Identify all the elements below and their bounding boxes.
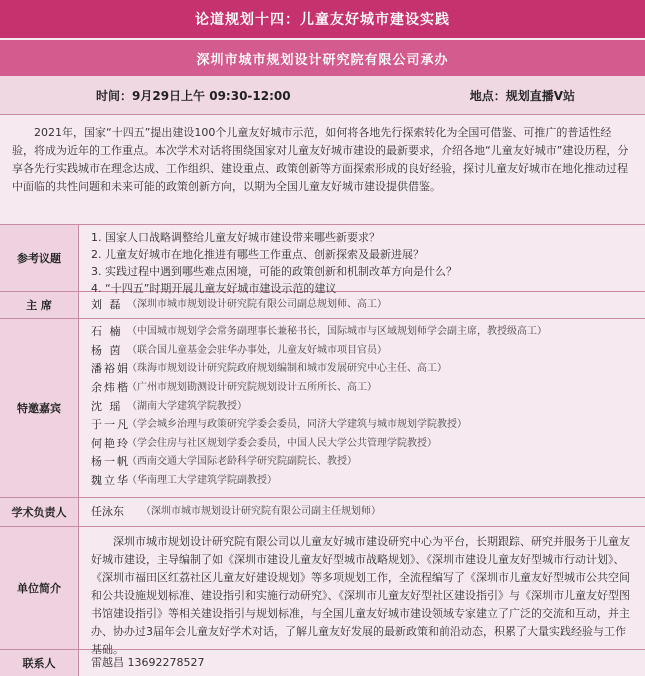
guest-desc: （广州市规划勘测设计研究院规划设计五所所长、高工） bbox=[127, 382, 377, 394]
host-label: 主 席 bbox=[0, 292, 79, 318]
topic-item: 3. 实践过程中遇到哪些难点困境，可能的政策创新和机制改革方向是什么？ bbox=[91, 265, 457, 278]
event-time: 时间：9月29日上午 09:30-12:00 bbox=[96, 88, 291, 103]
guest-name: 余炜楷 bbox=[91, 381, 130, 395]
topic-item: 4. “十四五”时期开展儿童友好城市建设示范的建议 bbox=[91, 282, 337, 295]
guest-entry bbox=[91, 342, 635, 361]
guest-entry bbox=[91, 435, 635, 454]
guest-desc: （学会住房与社区规划学委会委员，中国人民大学公共管理学院教授） bbox=[127, 437, 437, 449]
topics-label: 参考议题 bbox=[0, 225, 79, 291]
academic-row bbox=[0, 498, 645, 527]
topic-item: 2. 儿童友好城市在地化推进有哪些工作重点、创新探索及最新进展？ bbox=[91, 248, 424, 261]
guest-desc: （联合国儿童基金会驻华办事处，儿童友好城市项目官员） bbox=[127, 344, 387, 356]
guest-entry bbox=[91, 472, 635, 491]
guest-name: 潘裕娟 bbox=[91, 362, 130, 376]
guest-entry bbox=[91, 360, 635, 379]
guest-entry bbox=[91, 323, 635, 342]
unit-description: 深圳市城市规划设计研究院有限公司以儿童友好城市建设研究中心为平台，长期跟踪、研究并服务于儿童友好城市建设，主导编制了如《深圳市建设儿童友好型城市战略规划》、《深圳市建设儿童友好型城市行动计划》、《深圳市福田区红荔社区儿童友好建设规划》等多项规划工作，全流程编写了《深圳市儿童友好型城市公共空间和公共设施规划标准、建设指引和实施行动研究》、《深圳市儿童友好型社区建设指引》与《深圳市儿童友好型图书馆建设指引》等相关建设指引与规划标准，与全国儿童友好城市建设领域专家建立了广泛的交流和互动，并主办、协办过3届年会儿童友好学术对话，了解儿童友好发展的最新政策和前沿动态，积累了大量实践经验与工作基础。 bbox=[91, 535, 630, 656]
unit-label: 单位简介 bbox=[0, 527, 79, 649]
topic-item: 1. 国家人口战略调整给儿童友好城市建设带来哪些新要求？ bbox=[91, 231, 380, 244]
guest-entry bbox=[91, 379, 635, 398]
academic-label: 学术负责人 bbox=[0, 498, 79, 526]
organizer-banner: 深圳市城市规划设计研究院有限公司承办 bbox=[0, 40, 645, 76]
guest-name: 于一凡 bbox=[91, 418, 130, 432]
guest-desc: （华南理工大学建筑学院副教授） bbox=[127, 475, 277, 487]
host-desc: （深圳市城市规划设计研究院有限公司副总规划师、高工） bbox=[127, 299, 387, 310]
guest-name: 杨 茵 bbox=[91, 343, 123, 357]
guest-name: 沈 瑶 bbox=[91, 399, 123, 413]
guest-desc: （西南交通大学国际老龄科学研究院副院长、教授） bbox=[127, 456, 357, 468]
guest-desc: （珠海市规划设计研究院政府规划编制和城市发展研究中心主任、高工） bbox=[127, 363, 447, 375]
guest-name: 石 楠 bbox=[91, 325, 123, 339]
topics-list bbox=[79, 225, 645, 295]
academic-entry bbox=[79, 498, 645, 526]
guest-name: 杨一帆 bbox=[91, 455, 130, 469]
contact-value: 雷越昌 13692278527 bbox=[91, 656, 205, 669]
guest-name: 何艳玲 bbox=[91, 436, 130, 450]
host-row bbox=[0, 292, 645, 319]
academic-name: 任泳东 bbox=[91, 505, 124, 518]
contact-row bbox=[0, 650, 645, 676]
guest-name: 魏立华 bbox=[91, 474, 130, 488]
topics-row bbox=[0, 225, 645, 295]
unit-row bbox=[0, 527, 645, 656]
info-bar bbox=[0, 76, 645, 115]
event-place: 地点：规划直播V站 bbox=[469, 88, 575, 103]
guests-label: 特邀嘉宾 bbox=[0, 319, 79, 497]
guests-row bbox=[0, 319, 645, 498]
host-entry bbox=[79, 292, 645, 318]
contact-label: 联系人 bbox=[0, 650, 79, 676]
guest-desc: （中国城市规划学会常务副理事长兼秘书长，国际城市与区域规划师学会副主席，教授级高工） bbox=[127, 326, 547, 338]
guest-desc: （湖南大学建筑学院教授） bbox=[127, 400, 247, 412]
guest-entry bbox=[91, 453, 635, 472]
guest-desc: （学会城乡治理与政策研究学委会委员，同济大学建筑与城市规划学院教授） bbox=[127, 419, 467, 431]
guests-list bbox=[79, 319, 645, 497]
guest-entry bbox=[91, 416, 635, 435]
guest-entry bbox=[91, 397, 635, 416]
academic-desc: （深圳市城市规划设计研究院有限公司副主任规划师） bbox=[141, 506, 381, 517]
intro-paragraph: 2021年，国家“十四五”提出建设100个儿童友好城市示范，如何将各地先行探索转化为全国可借鉴、可推广的普适性经验，将成为近年的工作重点。本次学术对话将围绕国家对儿童友好城市建设的最新要求，介绍各地“儿童友好城市”建设历程，分享各先行实践城市在理念达成、工作组织、建设重点、政策创新等方面探索形成的良好经验，探讨儿童友好城市在地化推动过程中面临的共性问题和未来可能的政策创新方向，以期为全国儿童友好城市建设提供借鉴。 bbox=[0, 115, 645, 225]
page-title: 论道规划十四：儿童友好城市建设实践 bbox=[0, 0, 645, 38]
host-name: 刘 磊 bbox=[91, 298, 123, 311]
